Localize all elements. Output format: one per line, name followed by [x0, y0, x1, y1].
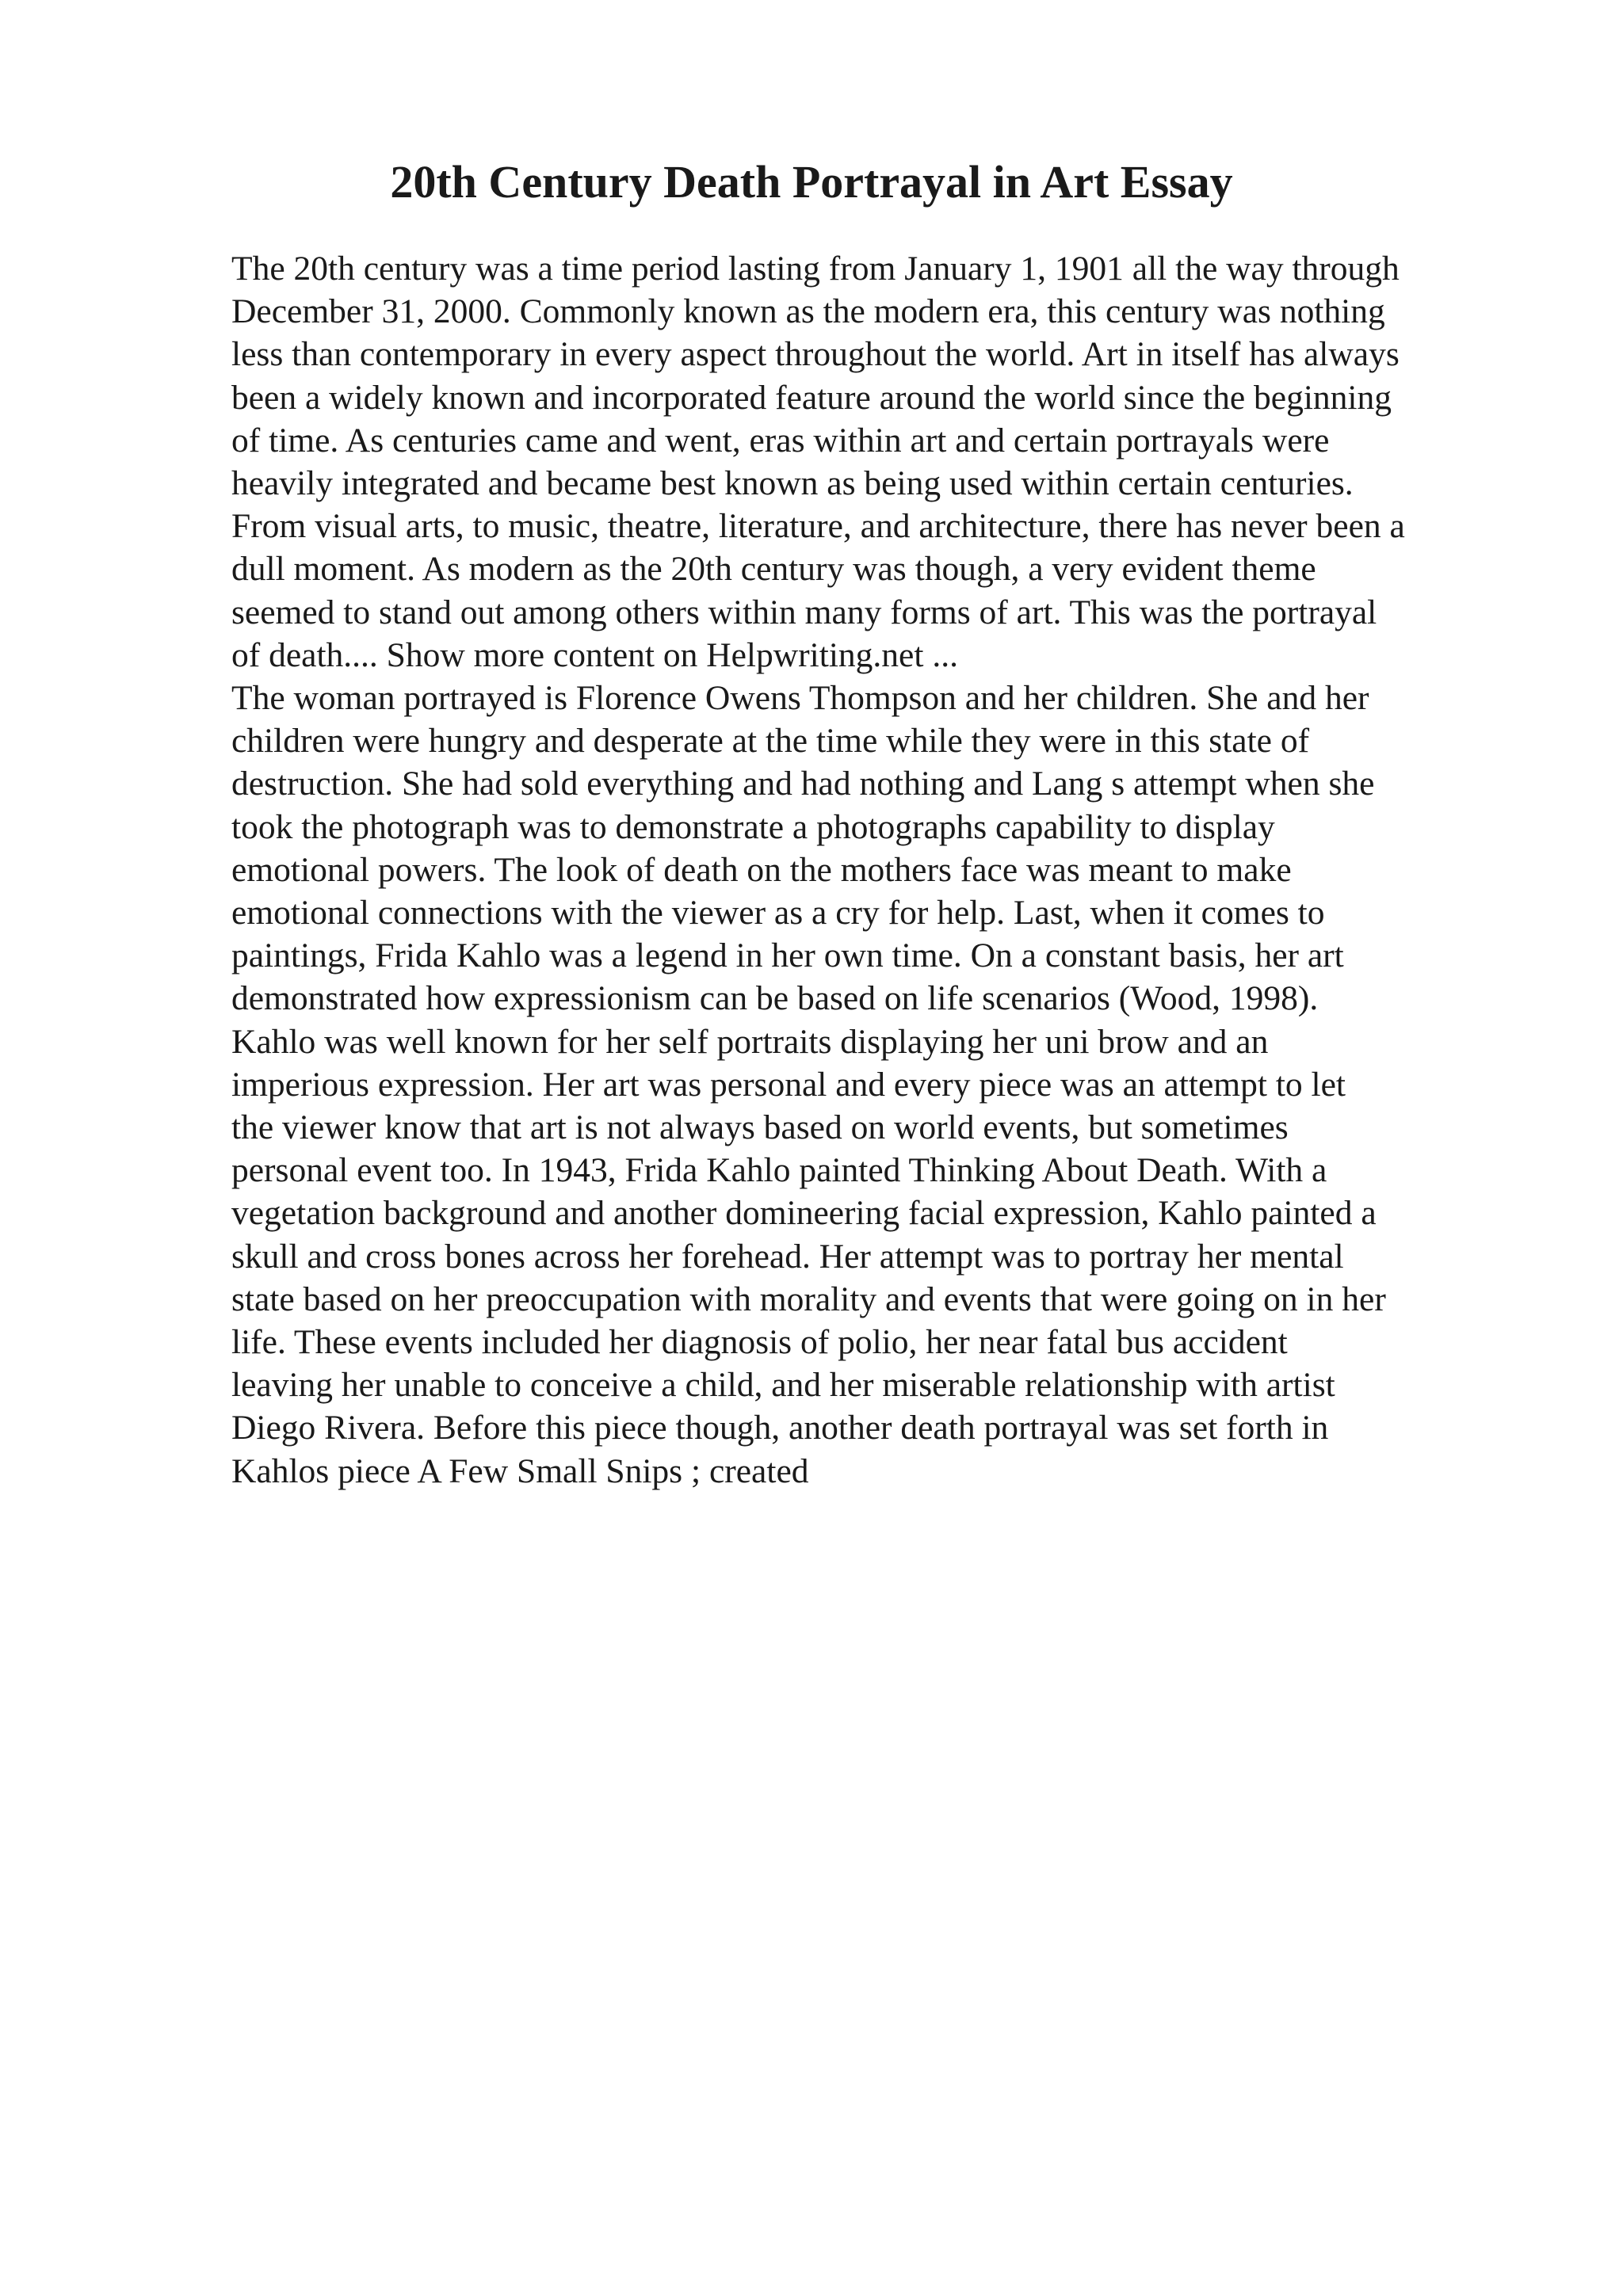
essay-line: destruction. She had sold everything and had nothing and Lang s attempt when she [231, 765, 1375, 803]
essay-line: imperious expression. Her art was personal and every piece was an attempt to let [231, 1065, 1346, 1104]
essay-line: emotional powers. The look of death on the mothers face was meant to make [231, 850, 1292, 889]
essay-line: December 31, 2000. Commonly known as the modern era, this century was nothing [231, 292, 1385, 331]
essay-body [231, 247, 1531, 1493]
essay-line: paintings, Frida Kahlo was a legend in her own time. On a constant basis, her art [231, 936, 1344, 975]
essay-line: The 20th century was a time period lasting from January 1, 1901 all the way through [231, 250, 1400, 288]
essay-line: state based on her preoccupation with morality and events that were going on in her [231, 1280, 1386, 1318]
essay-line: Kahlos piece A Few Small Snips ; created [231, 1451, 809, 1490]
essay-line: demonstrated how expressionism can be based on life scenarios (Wood, 1998). [231, 979, 1319, 1018]
essay-line: heavily integrated and became best known as being used within certain centuries. [231, 464, 1354, 503]
essay-line: been a widely known and incorporated feature around the world since the beginning [231, 378, 1392, 417]
essay-line: less than contemporary in every aspect throughout the world. Art in itself has always [231, 335, 1400, 374]
essay-line: took the photograph was to demonstrate a photographs capability to display [231, 807, 1275, 846]
essay-line: leaving her unable to conceive a child, and her miserable relationship with artist [231, 1366, 1335, 1405]
essay-line: of death.... Show more content on Helpwriting.net ... [231, 635, 958, 674]
essay-line: dull moment. As modern as the 20th century was though, a very evident theme [231, 550, 1316, 589]
essay-line: seemed to stand out among others within many forms of art. This was the portrayal [231, 593, 1377, 631]
essay-line: personal event too. In 1943, Frida Kahlo painted Thinking About Death. With a [231, 1151, 1327, 1190]
essay-line: children were hungry and desperate at the time while they were in this state of [231, 722, 1310, 761]
essay-line: Diego Rivera. Before this piece though, another death portrayal was set forth in [231, 1409, 1329, 1447]
essay-line: From visual arts, to music, theatre, literature, and architecture, there has never been a [231, 507, 1405, 546]
essay-line: Kahlo was well known for her self portraits displaying her uni brow and an [231, 1022, 1269, 1061]
essay-line: The woman portrayed is Florence Owens Thompson and her children. She and her [231, 679, 1369, 718]
essay-line: emotional connections with the viewer as a cry for help. Last, when it comes to [231, 894, 1325, 933]
essay-line: of time. As centuries came and went, eras within art and certain portrayals were [231, 421, 1330, 460]
essay-line: vegetation background and another domineering facial expression, Kahlo painted a [231, 1194, 1377, 1233]
essay-line: the viewer know that art is not always based on world events, but sometimes [231, 1108, 1289, 1147]
essay-line: skull and cross bones across her forehead. Her attempt was to portray her mental [231, 1237, 1344, 1276]
essay-line: life. These events included her diagnosis of polio, her near fatal bus accident [231, 1323, 1288, 1362]
document-title: 20th Century Death Portrayal in Art Essay [390, 156, 1233, 208]
